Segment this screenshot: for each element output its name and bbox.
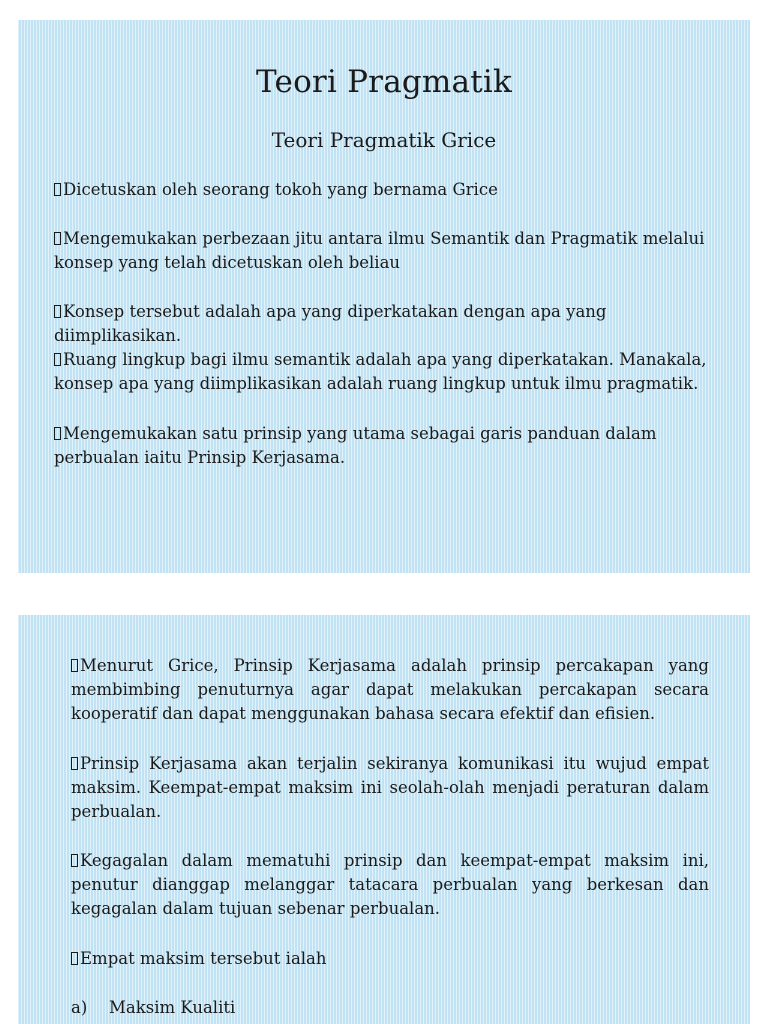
paragraph-text: Mengemukakan satu prinsip yang utama sebagai garis panduan dalam perbualan iaitu Prinsip Kerjasama. xyxy=(54,424,657,467)
bullet-paragraph xyxy=(71,849,709,921)
paragraph-text: Mengemukakan perbezaan jitu antara ilmu Semantik dan Pragmatik melalui konsep yang telah dicetuskan oleh beliau xyxy=(54,229,705,272)
bullet-paragraph xyxy=(71,752,709,824)
slide-1 xyxy=(18,20,750,573)
paragraph-text: Kegagalan dalam mematuhi prinsip dan keempat-empat maksim ini, penutur dianggap melanggar tatacara perbualan yang berkesan dan kegagalan dalam tujuan sebenar perbualan. xyxy=(71,851,709,918)
paragraph-text: Menurut Grice, Prinsip Kerjasama adalah prinsip percakapan yang membimbing penuturnya agar dapat melakukan percakapan secara kooperatif dan dapat menggunakan bahasa secara efektif dan efisien. xyxy=(71,656,709,723)
slide-subtitle: Teori Pragmatik Grice xyxy=(271,128,497,152)
list-item-text: Maksim Kualiti xyxy=(109,998,236,1017)
bullet-paragraph xyxy=(54,422,714,470)
bullet-box-icon xyxy=(54,232,61,245)
bullet-paragraph xyxy=(54,178,714,202)
paragraph-text: Dicetuskan oleh seorang tokoh yang bernama Grice xyxy=(63,180,498,199)
paragraph-text: Ruang lingkup bagi ilmu semantik adalah apa yang diperkatakan. Manakala, konsep apa yang diimplikasikan adalah ruang lingkup untuk ilmu pragmatik. xyxy=(54,350,707,393)
bullet-paragraph xyxy=(54,227,714,275)
bullet-box-icon xyxy=(54,305,61,318)
bullet-box-icon xyxy=(54,183,61,196)
bullet-box-icon xyxy=(54,353,61,366)
bullet-paragraph xyxy=(54,348,714,396)
paragraph-text: Empat maksim tersebut ialah xyxy=(80,949,327,968)
bullet-paragraph xyxy=(71,654,709,726)
paragraph-text: Konsep tersebut adalah apa yang diperkatakan dengan apa yang diimplikasikan. xyxy=(54,302,607,345)
slide-title: Teori Pragmatik xyxy=(256,64,512,100)
bullet-paragraph xyxy=(71,947,709,971)
bullet-box-icon xyxy=(71,659,78,672)
paragraph-text: Prinsip Kerjasama akan terjalin sekiranya komunikasi itu wujud empat maksim. Keempat-empat maksim ini seolah-olah menjadi peraturan dalam perbualan. xyxy=(71,754,709,821)
bullet-box-icon xyxy=(54,427,61,440)
bullet-paragraph xyxy=(54,300,714,348)
bullet-box-icon xyxy=(71,952,78,965)
list-item xyxy=(71,996,235,1020)
list-marker: a) xyxy=(71,998,88,1017)
bullet-box-icon xyxy=(71,854,78,867)
bullet-box-icon xyxy=(71,757,78,770)
slide-2 xyxy=(18,615,750,1024)
